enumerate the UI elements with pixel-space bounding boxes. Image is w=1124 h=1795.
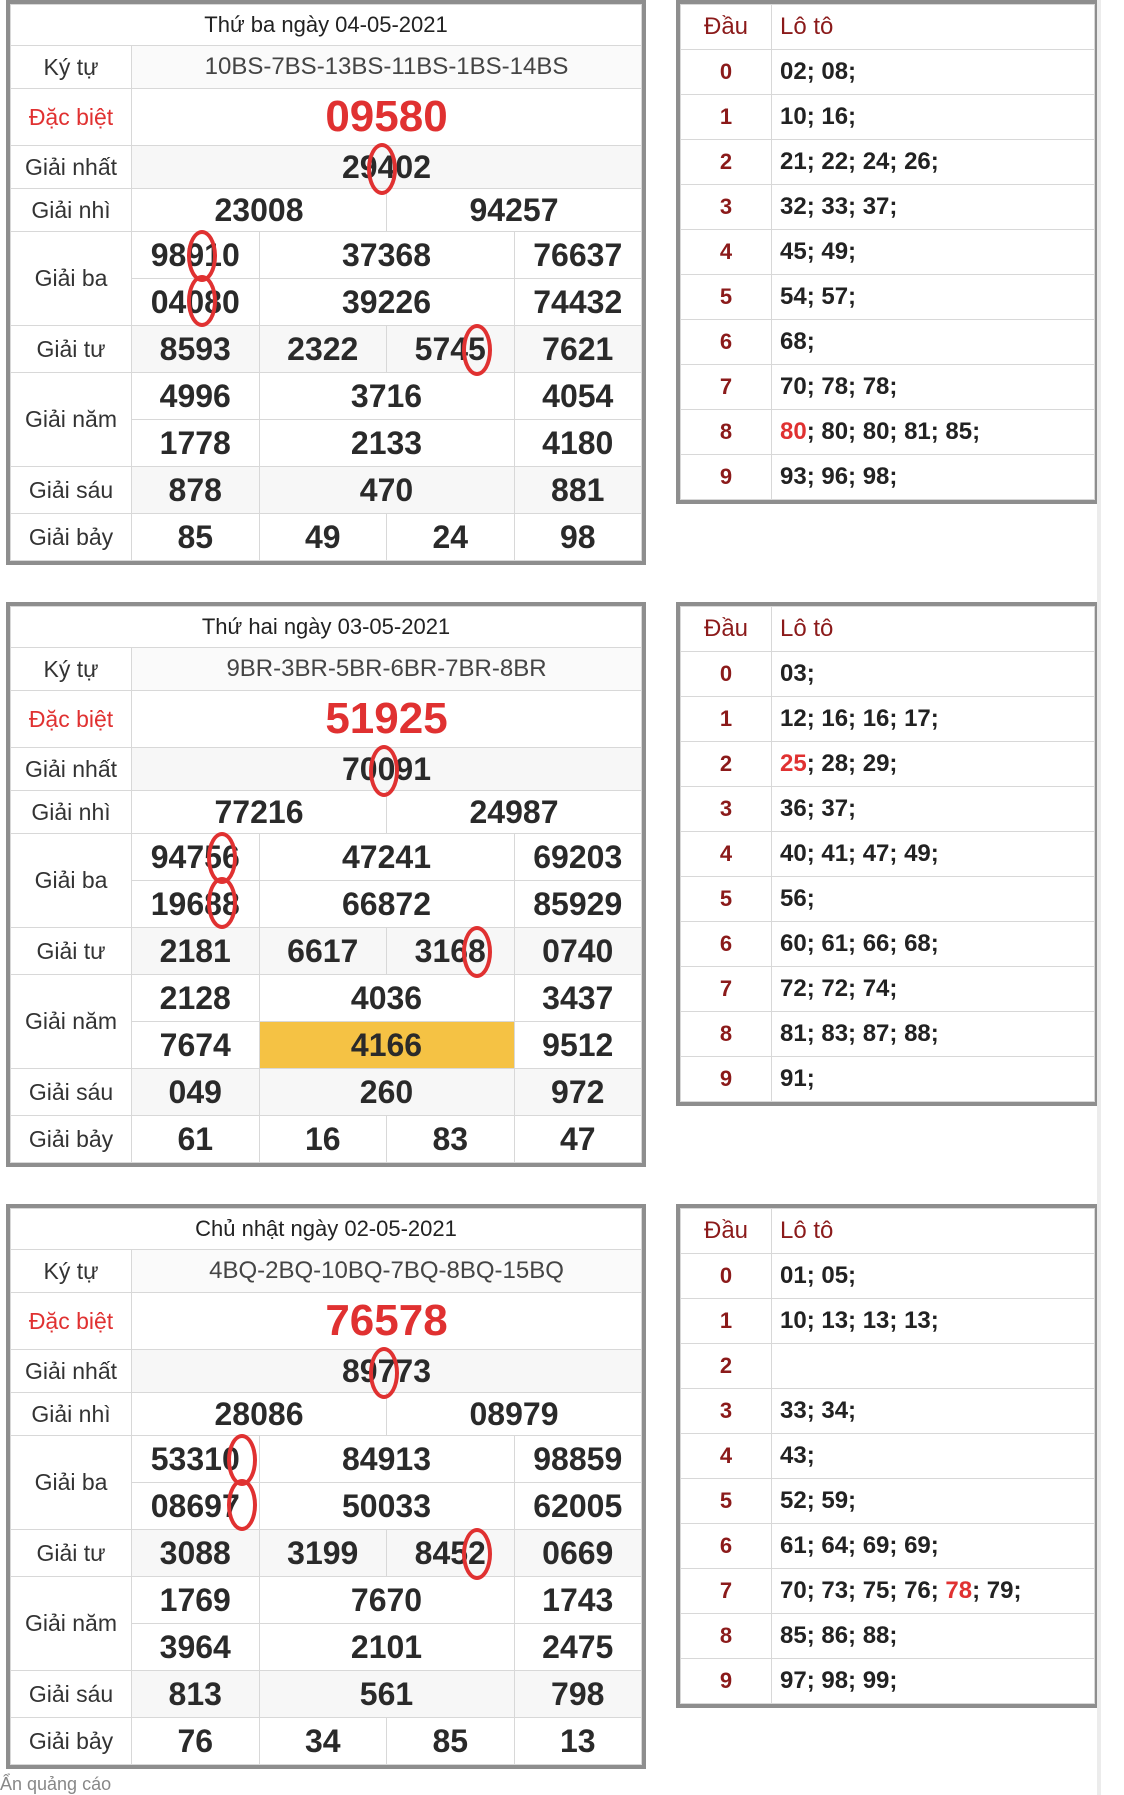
giai-nam-value: 1743 <box>514 1577 642 1624</box>
giai-tu-value: 2322 <box>259 326 387 373</box>
giai-bay-value: 85 <box>387 1718 515 1765</box>
loto-values: 32; 33; 37; <box>772 185 1095 230</box>
draw-title: Thứ ba ngày 04-05-2021 <box>11 5 642 46</box>
loto-header: Lô tô <box>772 1209 1095 1254</box>
dau-digit: 6 <box>681 320 772 365</box>
loto-values: 21; 22; 24; 26; <box>772 140 1095 185</box>
giai-ba-value <box>132 232 260 279</box>
dac-biet-value: 76578 <box>132 1293 642 1350</box>
giai-bay-value: 76 <box>132 1718 260 1765</box>
loto-highlight: 80 <box>780 418 807 445</box>
dau-digit: 2 <box>681 140 772 185</box>
loto-values: 52; 59; <box>772 1479 1095 1524</box>
giai-bay-value: 47 <box>514 1116 642 1163</box>
dau-digit: 9 <box>681 1659 772 1704</box>
loto-values: 12; 16; 16; 17; <box>772 697 1095 742</box>
result-table-1 <box>6 0 646 565</box>
giai-ba-value <box>132 1436 260 1483</box>
loto-table-2 <box>676 602 1099 1106</box>
label-giai-bay: Giải bảy <box>11 1116 132 1163</box>
dau-digit: 9 <box>681 455 772 500</box>
giai-ba-value: 98859 <box>514 1436 642 1483</box>
loto-values: 81; 83; 87; 88; <box>772 1012 1095 1057</box>
giai-tu-value: 3088 <box>132 1530 260 1577</box>
giai-ba-number: 94756 <box>150 838 240 875</box>
giai-nhat-value <box>132 748 642 791</box>
dau-digit: 8 <box>681 410 772 455</box>
giai-nam-value: 4054 <box>514 373 642 420</box>
label-ky-tu: Ký tự <box>11 648 132 691</box>
giai-ba-value: 66872 <box>259 881 514 928</box>
loto-values: 61; 64; 69; 69; <box>772 1524 1095 1569</box>
dau-header: Đầu <box>681 5 772 50</box>
giai-sau-value: 881 <box>514 467 642 514</box>
giai-tu-value: 0669 <box>514 1530 642 1577</box>
label-giai-tu: Giải tư <box>11 928 132 975</box>
giai-ba-number: 53310 <box>150 1440 240 1477</box>
giai-tu-value <box>387 326 515 373</box>
giai-sau-value: 972 <box>514 1069 642 1116</box>
dau-digit: 2 <box>681 1344 772 1389</box>
giai-ba-value: 84913 <box>259 1436 514 1483</box>
giai-ba-value: 50033 <box>259 1483 514 1530</box>
loto-values: 36; 37; <box>772 787 1095 832</box>
label-giai-sau: Giải sáu <box>11 1069 132 1116</box>
loto-values: 10; 16; <box>772 95 1095 140</box>
dau-header: Đầu <box>681 1209 772 1254</box>
dau-digit: 1 <box>681 95 772 140</box>
loto-values: 85; 86; 88; <box>772 1614 1095 1659</box>
dau-digit: 6 <box>681 922 772 967</box>
giai-ba-value: 74432 <box>514 279 642 326</box>
loto-values <box>772 1569 1095 1614</box>
dau-digit: 4 <box>681 1434 772 1479</box>
loto-header: Lô tô <box>772 5 1095 50</box>
giai-nam-value: 7670 <box>259 1577 514 1624</box>
giai-bay-value: 24 <box>387 514 515 561</box>
giai-ba-number: 08697 <box>150 1487 240 1524</box>
dau-digit: 4 <box>681 832 772 877</box>
page-edge-divider <box>1097 0 1101 1795</box>
giai-bay-value: 83 <box>387 1116 515 1163</box>
giai-ba-value <box>132 834 260 881</box>
giai-bay-value: 49 <box>259 514 387 561</box>
dau-digit: 0 <box>681 652 772 697</box>
giai-nam-value: 1778 <box>132 420 260 467</box>
loto-values <box>772 1344 1095 1389</box>
giai-sau-value: 470 <box>259 467 514 514</box>
label-giai-nhi: Giải nhì <box>11 189 132 232</box>
label-giai-nhi: Giải nhì <box>11 791 132 834</box>
label-giai-bay: Giải bảy <box>11 514 132 561</box>
giai-sau-value: 813 <box>132 1671 260 1718</box>
loto-rest: ; 79; <box>972 1577 1022 1604</box>
giai-nhi-value: 23008 <box>132 189 387 232</box>
giai-nam-value: 3437 <box>514 975 642 1022</box>
giai-nam-value: 2101 <box>259 1624 514 1671</box>
loto-values: 43; <box>772 1434 1095 1479</box>
giai-nhi-value: 28086 <box>132 1393 387 1436</box>
label-giai-tu: Giải tư <box>11 1530 132 1577</box>
giai-sau-value: 049 <box>132 1069 260 1116</box>
giai-ba-value <box>132 1483 260 1530</box>
giai-bay-value: 61 <box>132 1116 260 1163</box>
label-giai-nhat: Giải nhất <box>11 1350 132 1393</box>
loto-values: 40; 41; 47; 49; <box>772 832 1095 877</box>
giai-tu-number: 5745 <box>414 330 486 367</box>
loto-values: 33; 34; <box>772 1389 1095 1434</box>
loto-values: 02; 08; <box>772 50 1095 95</box>
label-giai-nam: Giải năm <box>11 1577 132 1671</box>
dau-digit: 5 <box>681 275 772 320</box>
label-ky-tu: Ký tự <box>11 46 132 89</box>
label-dac-biet: Đặc biệt <box>11 1293 132 1350</box>
loto-rest: 70; 73; 75; 76; <box>780 1577 946 1604</box>
giai-nhi-value: 08979 <box>387 1393 642 1436</box>
loto-values: 45; 49; <box>772 230 1095 275</box>
label-dac-biet: Đặc biệt <box>11 691 132 748</box>
draw-title: Thứ hai ngày 03-05-2021 <box>11 607 642 648</box>
dau-digit: 3 <box>681 787 772 832</box>
hide-ads-link[interactable]: Ẩn quảng cáo <box>0 1774 112 1794</box>
giai-ba-value <box>132 279 260 326</box>
loto-values: 10; 13; 13; 13; <box>772 1299 1095 1344</box>
dau-digit: 1 <box>681 1299 772 1344</box>
ky-tu-value: 9BR-3BR-5BR-6BR-7BR-8BR <box>132 648 642 691</box>
giai-sau-value: 561 <box>259 1671 514 1718</box>
giai-nhi-value: 94257 <box>387 189 642 232</box>
dac-biet-value: 09580 <box>132 89 642 146</box>
giai-tu-value: 3199 <box>259 1530 387 1577</box>
giai-ba-value: 69203 <box>514 834 642 881</box>
loto-values: 54; 57; <box>772 275 1095 320</box>
draw-title: Chủ nhật ngày 02-05-2021 <box>11 1209 642 1250</box>
dau-digit: 7 <box>681 967 772 1012</box>
giai-ba-value: 76637 <box>514 232 642 279</box>
giai-ba-value: 37368 <box>259 232 514 279</box>
giai-bay-value: 85 <box>132 514 260 561</box>
giai-sau-value: 798 <box>514 1671 642 1718</box>
dau-digit: 4 <box>681 230 772 275</box>
loto-rest: ; 80; 80; 81; 85; <box>806 418 981 445</box>
label-giai-tu: Giải tư <box>11 326 132 373</box>
loto-values: 01; 05; <box>772 1254 1095 1299</box>
dau-digit: 2 <box>681 742 772 787</box>
result-table-3 <box>6 1204 646 1769</box>
giai-nam-value: 1769 <box>132 1577 260 1624</box>
loto-table-3 <box>676 1204 1099 1708</box>
label-giai-ba: Giải ba <box>11 1436 132 1530</box>
giai-nam-value: 9512 <box>514 1022 642 1069</box>
giai-nam-value: 4036 <box>259 975 514 1022</box>
giai-nam-value: 3716 <box>259 373 514 420</box>
giai-ba-number: 98910 <box>150 236 240 273</box>
dau-digit: 5 <box>681 1479 772 1524</box>
dau-digit: 1 <box>681 697 772 742</box>
dau-digit: 9 <box>681 1057 772 1102</box>
dau-digit: 3 <box>681 185 772 230</box>
loto-values: 03; <box>772 652 1095 697</box>
loto-values: 56; <box>772 877 1095 922</box>
label-giai-ba: Giải ba <box>11 232 132 326</box>
giai-ba-value: 39226 <box>259 279 514 326</box>
giai-bay-value: 13 <box>514 1718 642 1765</box>
loto-values: 97; 98; 99; <box>772 1659 1095 1704</box>
label-giai-nhi: Giải nhì <box>11 1393 132 1436</box>
giai-ba-number: 04080 <box>150 283 240 320</box>
dau-digit: 6 <box>681 1524 772 1569</box>
giai-tu-value: 6617 <box>259 928 387 975</box>
giai-nam-value: 3964 <box>132 1624 260 1671</box>
giai-tu-number: 8452 <box>414 1534 486 1571</box>
label-dac-biet: Đặc biệt <box>11 89 132 146</box>
loto-header: Lô tô <box>772 607 1095 652</box>
giai-tu-value: 2181 <box>132 928 260 975</box>
giai-sau-value: 878 <box>132 467 260 514</box>
giai-ba-value <box>132 881 260 928</box>
loto-values: 68; <box>772 320 1095 365</box>
giai-nhi-value: 24987 <box>387 791 642 834</box>
label-ky-tu: Ký tự <box>11 1250 132 1293</box>
giai-ba-value: 62005 <box>514 1483 642 1530</box>
loto-values: 91; <box>772 1057 1095 1102</box>
dau-digit: 3 <box>681 1389 772 1434</box>
giai-tu-value: 0740 <box>514 928 642 975</box>
giai-bay-value: 34 <box>259 1718 387 1765</box>
label-giai-nam: Giải năm <box>11 373 132 467</box>
label-giai-nhat: Giải nhất <box>11 146 132 189</box>
loto-values: 72; 72; 74; <box>772 967 1095 1012</box>
label-giai-sau: Giải sáu <box>11 1671 132 1718</box>
giai-ba-value: 85929 <box>514 881 642 928</box>
loto-values <box>772 742 1095 787</box>
giai-tu-number: 3168 <box>414 932 486 969</box>
giai-tu-value: 7621 <box>514 326 642 373</box>
dau-digit: 0 <box>681 50 772 95</box>
loto-highlight: 25 <box>780 750 807 777</box>
loto-table-1 <box>676 0 1099 504</box>
giai-nam-value: 4996 <box>132 373 260 420</box>
giai-nhat-value <box>132 1350 642 1393</box>
giai-nam-value: 2475 <box>514 1624 642 1671</box>
giai-nhi-value: 77216 <box>132 791 387 834</box>
label-giai-sau: Giải sáu <box>11 467 132 514</box>
loto-rest: ; 28; 29; <box>806 750 898 777</box>
dau-header: Đầu <box>681 607 772 652</box>
giai-nam-value: 2128 <box>132 975 260 1022</box>
label-giai-ba: Giải ba <box>11 834 132 928</box>
giai-nam-value: 2133 <box>259 420 514 467</box>
dau-digit: 8 <box>681 1012 772 1057</box>
giai-ba-value: 47241 <box>259 834 514 881</box>
loto-values: 70; 78; 78; <box>772 365 1095 410</box>
giai-nam-value-highlighted: 4166 <box>259 1022 514 1069</box>
loto-highlight: 78 <box>945 1577 973 1604</box>
ky-tu-value: 4BQ-2BQ-10BQ-7BQ-8BQ-15BQ <box>132 1250 642 1293</box>
giai-bay-value: 98 <box>514 514 642 561</box>
dau-digit: 7 <box>681 365 772 410</box>
giai-bay-value: 16 <box>259 1116 387 1163</box>
giai-nhat-number: 29402 <box>342 148 431 185</box>
giai-nhat-number: 89773 <box>342 1352 431 1389</box>
dau-digit: 8 <box>681 1614 772 1659</box>
dac-biet-value: 51925 <box>132 691 642 748</box>
result-table-2 <box>6 602 646 1167</box>
loto-values: 60; 61; 66; 68; <box>772 922 1095 967</box>
giai-tu-value <box>387 1530 515 1577</box>
giai-nam-value: 4180 <box>514 420 642 467</box>
giai-nhat-value <box>132 146 642 189</box>
giai-ba-number: 19688 <box>150 885 240 922</box>
dau-digit: 5 <box>681 877 772 922</box>
giai-tu-value <box>387 928 515 975</box>
giai-tu-value: 8593 <box>132 326 260 373</box>
label-giai-nam: Giải năm <box>11 975 132 1069</box>
loto-values: 93; 96; 98; <box>772 455 1095 500</box>
giai-nam-value: 7674 <box>132 1022 260 1069</box>
label-giai-bay: Giải bảy <box>11 1718 132 1765</box>
label-giai-nhat: Giải nhất <box>11 748 132 791</box>
ky-tu-value: 10BS-7BS-13BS-11BS-1BS-14BS <box>132 46 642 89</box>
dau-digit: 7 <box>681 1569 772 1614</box>
giai-nhat-number: 70091 <box>342 750 431 787</box>
dau-digit: 0 <box>681 1254 772 1299</box>
giai-sau-value: 260 <box>259 1069 514 1116</box>
loto-values <box>772 410 1095 455</box>
